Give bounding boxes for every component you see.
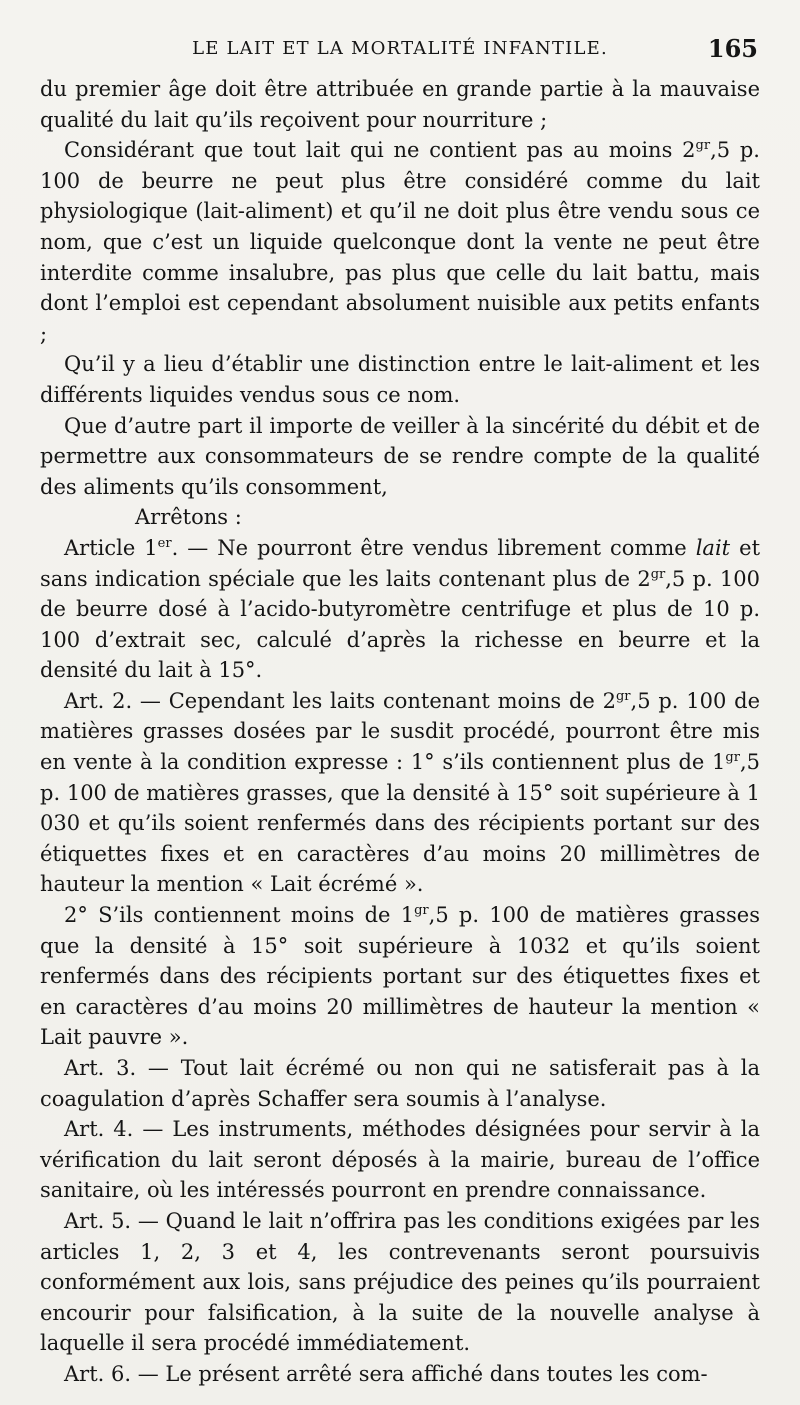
text-run: Article 1 (64, 535, 158, 560)
text-run: et sans indication spéciale que les laits contenant plus de 2 (40, 535, 761, 591)
superscript: er (157, 535, 172, 551)
paragraph-article-4 (40, 1114, 760, 1206)
text-run: ,5 p. 100 de matières grasses que la densité à 15° soit supérieure à 1032 et qu’ils soient renfermés dans des récipients portant sur des étiquettes fixes et en caractères d’au moins 20 millimètres de hauteur la mention « Lait pauvre ». (40, 903, 760, 1050)
running-title: LE LAIT ET LA MORTALITÉ INFANTILE. (192, 38, 608, 59)
paragraph-article-6 (40, 1359, 760, 1390)
text-run: ,5 p. 100 de matières grasses, que la densité à 15° soit supérieure à 1 030 et qu’ils soient renfermés dans des récipients portant sur des étiquettes fixes et en caractères d’au moins 20 millimètres de hauteur la mention « Lait écrémé ». (40, 750, 760, 897)
italic-term: lait (695, 535, 731, 560)
text-run: Art. 4. — Les instruments, méthodes désignées pour servir à la vérification du lait seront déposés à la mairie, bureau de l’office sanitaire, où les intéressés pourront en prendre connaissance. (40, 1117, 760, 1203)
text-run: 2° S’ils contiennent moins de 1 (64, 903, 415, 928)
text-run: Arrêtons : (135, 505, 242, 530)
superscript: gr (650, 566, 666, 582)
text-run: Art. 5. — Quand le lait n’offrira pas les conditions exigées par les articles 1, 2, 3 et 4, les contrevenants seront poursuivis conformément aux lois, sans préjudice des peines qu’ils pourraient encourir pour falsification, à la suite de la nouvelle analyse à laquelle il sera procédé immédiatement. (40, 1208, 760, 1356)
page-number: 165 (707, 34, 758, 63)
text-run: du premier âge doit être attribuée en grande partie à la mauvaise qualité du lait qu’ils reçoivent pour nourriture ; (40, 77, 760, 132)
text-run: ,5 p. 100 de beurre dosé à l’acido-butyromètre centrifuge et plus de 10 p. 100 d’extrait sec, calculé d’après la richesse en beurre et la densité du lait à 15°. (40, 566, 760, 683)
text-run: ,5 p. 100 de beurre ne peut plus être considéré comme du lait physiologique (lait-aliment) et qu’il ne doit plus être vendu sous ce nom, que c’est un liquide quelconque dont la vente ne peut être interdite comme insalubre, pas plus que celle du lait battu, mais dont l’emploi est cependant absolument nuisible aux petits enfants ; (40, 138, 760, 346)
paragraph-considerant (40, 135, 760, 349)
text-run: Art. 3. — Tout lait écrémé ou non qui ne satisferait pas à la coagulation d’après Schaffer sera soumis à l’analyse. (40, 1056, 760, 1111)
text-run: Art. 6. — Le présent arrêté sera affiché dans toutes les com- (64, 1361, 708, 1386)
superscript: gr (414, 903, 429, 919)
text-run: Qu’il y a lieu d’établir une distinction entre le lait-aliment et les différents liquides vendus sous ce nom. (40, 352, 760, 407)
text-run: Que d’autre part il importe de veiller à la sincérité du débit et de permettre aux consommateurs de se rendre compte de la qualité des aliments qu’ils consomment, (40, 413, 760, 499)
paragraph-article-5 (40, 1206, 760, 1359)
paragraph-1 (40, 74, 760, 135)
text-run: Art. 2. — Cependant les laits contenant moins de 2 (64, 688, 616, 713)
paragraph-arretons (40, 502, 760, 533)
paragraph-article-3 (40, 1053, 760, 1114)
text-run: . — Ne pourront être vendus librement comme (171, 535, 696, 560)
text-run: ,5 p. 100 de matières grasses dosées par le susdit procédé, pourront être mis en vente à la condition expresse : 1° s’ils contiennent plus de 1 (40, 688, 761, 775)
paragraph-article-2-second-condition (40, 900, 760, 1053)
superscript: gr (695, 138, 711, 154)
paragraph-article-2 (40, 686, 760, 900)
superscript: gr (615, 688, 631, 704)
text-run: Considérant que tout lait qui ne contient pas au moins 2 (64, 138, 696, 163)
running-head (40, 28, 760, 68)
paragraph-distinction (40, 349, 760, 410)
paragraph-article-1 (40, 533, 760, 686)
paragraph-sincerite (40, 411, 760, 503)
superscript: gr (725, 750, 740, 766)
document-body (40, 74, 760, 1390)
